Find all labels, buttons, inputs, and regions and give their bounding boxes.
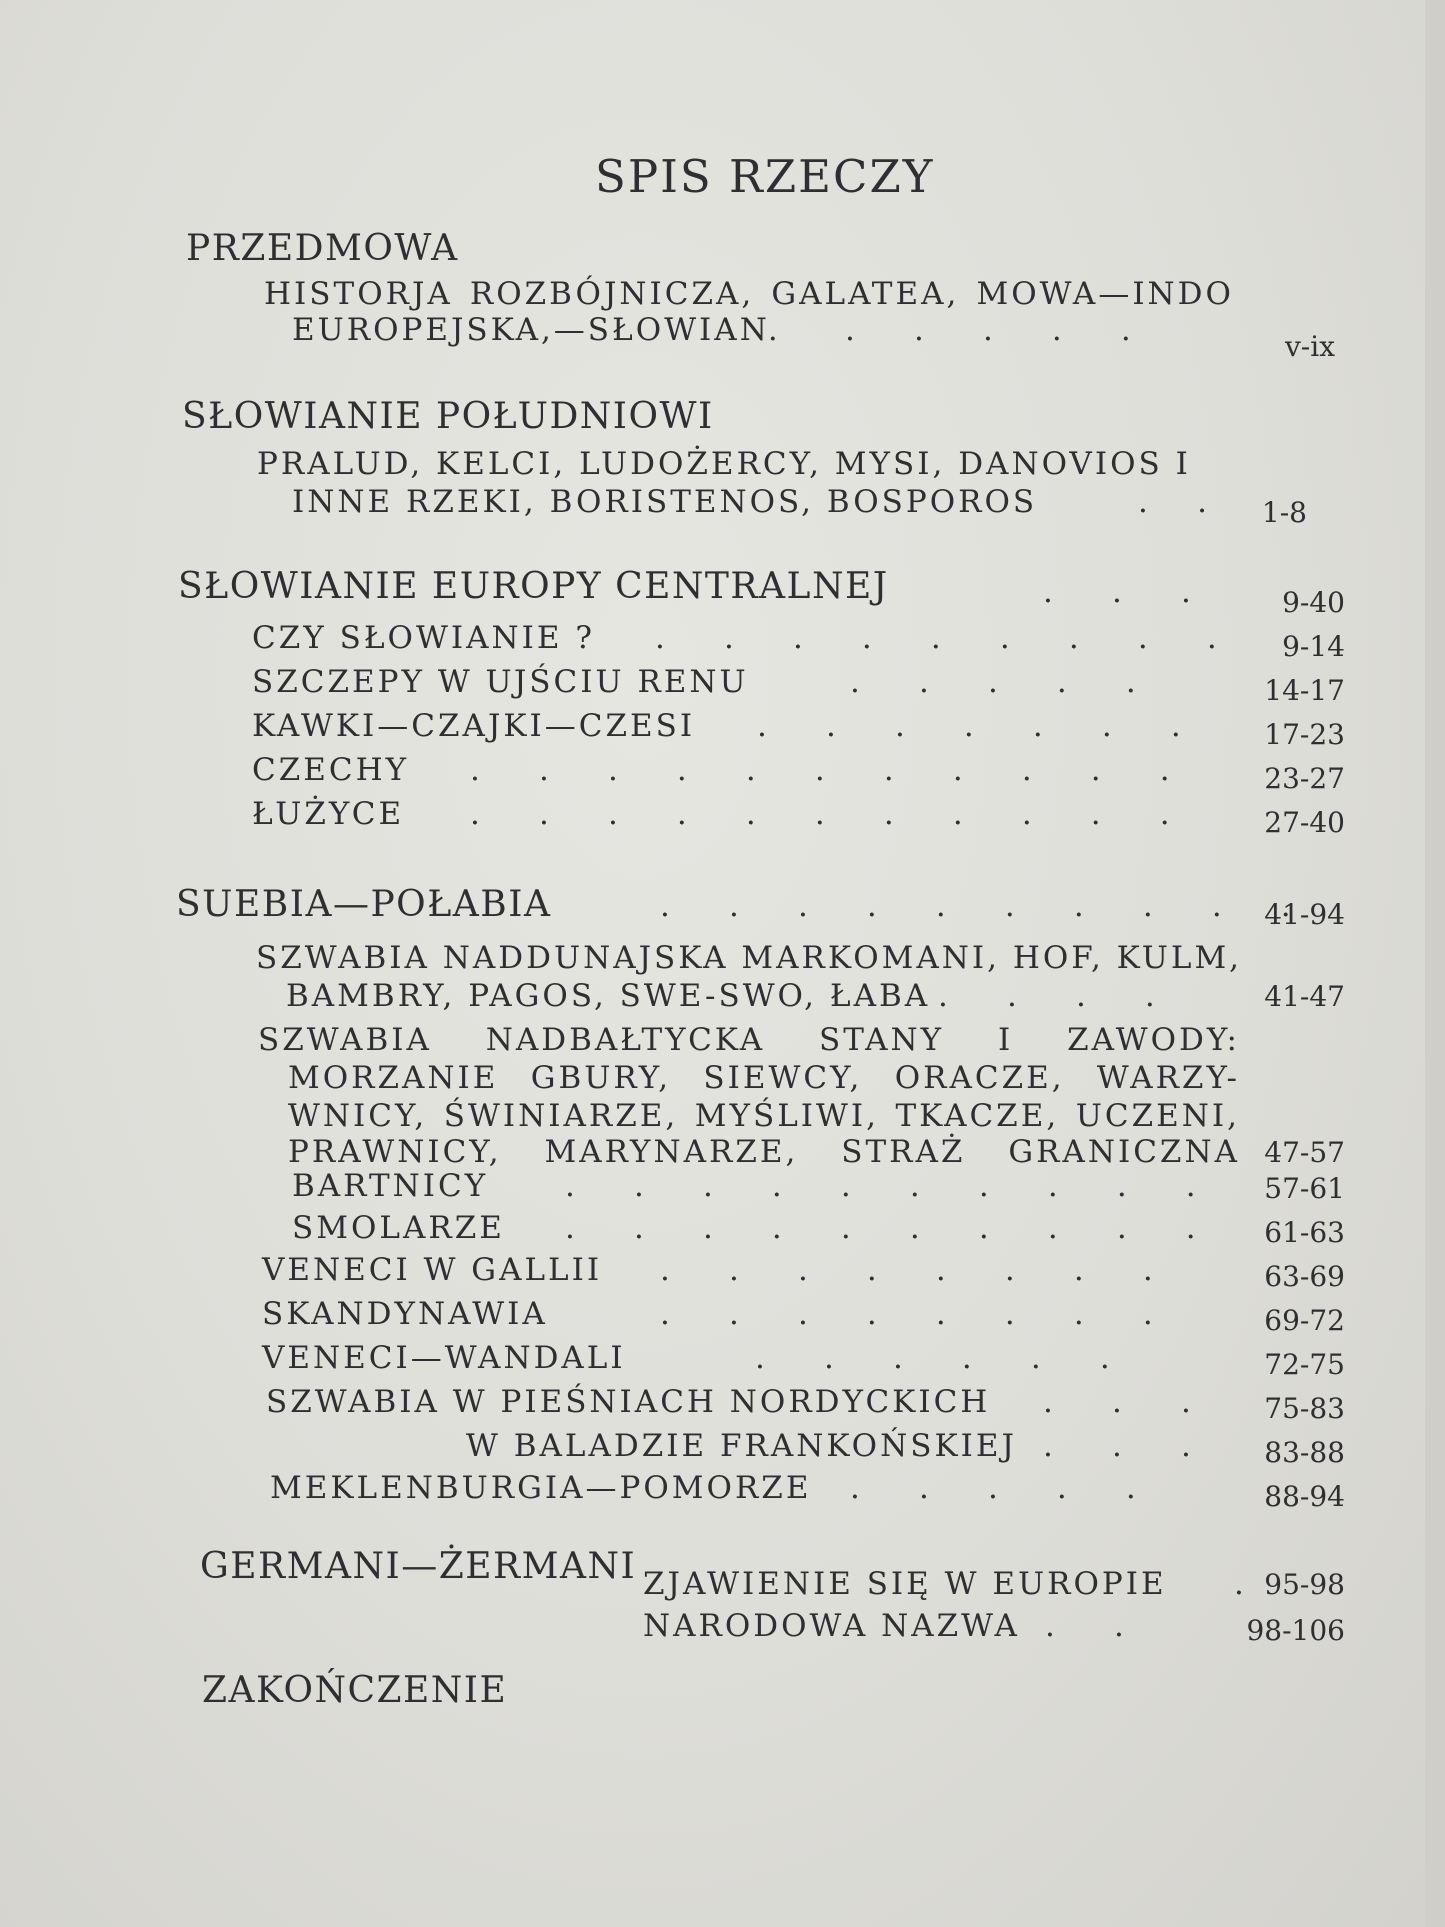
toc-text: SZWABIA [258,1022,432,1058]
toc-text: ZAWODY: [1067,1022,1240,1058]
toc-text: ORACZE, [894,1060,1065,1096]
leader-dots: . . . . . . . . . . [660,888,1291,924]
leader-dots: . . . . . [850,664,1136,700]
toc-text: MYŚLIWI, [694,1098,879,1134]
page-number: 63-69 [1264,1260,1345,1293]
page-number: 27-40 [1264,806,1345,839]
leader-dots: . . . . . . . . [660,1296,1153,1332]
toc-entry-naddunajska-line1: SZWABIA NADDUNAJSKA MARKOMANI, HOF, KULM, [256,940,1243,976]
page-number: 57-61 [1264,1172,1345,1205]
toc-entry: NARODOWA NAZWA [643,1608,1020,1644]
leader-dots: . . . . . . . . [660,1252,1153,1288]
toc-entry: KAWKI—CZAJKI—CZESI [252,708,696,744]
toc-text: GBURY, [530,1060,672,1096]
toc-entry-nadbaltycka-line2 [288,1060,1240,1096]
toc-text: SIEWCY, [703,1060,863,1096]
toc-entry: SKANDYNAWIA [262,1296,548,1332]
toc-text: PRAWNICY, [288,1134,502,1170]
toc-entry: VENECI W GALLII [262,1252,603,1288]
page-number: 47-57 [1264,1136,1345,1169]
toc-text: MORZANIE [288,1060,499,1096]
page-number: 41-94 [1264,898,1345,931]
section-heading-centralnej: SŁOWIANIE EUROPY CENTRALNEJ [178,566,889,607]
toc-text: UCZENI, [1075,1098,1240,1134]
leader-dots: . . . . . . [755,1340,1110,1376]
toc-text: TKACZE, [895,1098,1060,1134]
toc-entry: W BALADZIE FRANKOŃSKIEJ [466,1428,1017,1464]
page-number: 41-47 [1264,980,1345,1013]
leader-dots: . . . . . . . . . [655,620,1217,656]
toc-entry-przedmowa-line2: EUROPEJSKA,—SŁOWIAN. [292,312,781,348]
page-number: 61-63 [1264,1216,1345,1249]
page-number: 72-75 [1264,1348,1345,1381]
toc-text: STANY [818,1022,945,1058]
toc-text: MARYNARZE, [544,1134,799,1170]
page-number: v-ix [1284,330,1335,363]
section-heading-germani: GERMANI—ŻERMANI [200,1546,637,1587]
leader-dots: . . . . . . . . . . [565,1210,1196,1246]
page-number: 75-83 [1264,1392,1345,1425]
toc-entry-nadbaltycka-line1 [258,1022,1240,1058]
section-heading-przedmowa: PRZEDMOWA [186,228,459,269]
leader-dots: . . . . . [850,1470,1136,1506]
toc-entry-naddunajska-line2: BAMBRY, PAGOS, SWE-SWO, ŁABA [286,978,931,1014]
leader-dots: . . . [1043,1384,1191,1420]
toc-entry: BARTNICY [292,1168,489,1204]
page-number: 17-23 [1264,718,1345,751]
toc-entry: CZY SŁOWIANIE ? [252,620,595,656]
toc-text: WNICY, [288,1098,428,1134]
leader-dots: . . . . . . . . . . [565,1168,1196,1204]
page-number: 1-8 [1261,496,1307,529]
page-number: 83-88 [1264,1436,1345,1469]
page-number: 69-72 [1264,1304,1345,1337]
page-number: 9-14 [1282,630,1345,663]
leader-dots: . . . . . . . . . . . [470,752,1170,788]
leader-dots: . . . . . [845,312,1131,348]
toc-entry: SZWABIA W PIEŚNIACH NORDYCKICH [266,1384,991,1420]
leader-dots: . [1234,1566,1244,1602]
leader-dots: . . . . [938,978,1155,1014]
page-edge [1425,0,1445,1927]
toc-text: WARZY- [1096,1060,1240,1096]
toc-entry: SMOLARZE [292,1210,505,1246]
toc-text: ŚWINIARZE, [443,1098,679,1134]
toc-text: I [998,1022,1014,1058]
toc-text: MOWA—INDO [976,276,1234,312]
toc-entry: ZJAWIENIE SIĘ W EUROPIE [643,1566,1167,1602]
leader-dots: . . [1138,484,1207,520]
toc-text: STRAŻ [841,1134,966,1170]
toc-entry-poludniowi-line2: INNE RZEKI, BORISTENOS, BOSPOROS [292,484,1038,520]
leader-dots: . . . . . . . [757,708,1181,744]
leader-dots: . . . . . . . . . . . [470,796,1170,832]
toc-text: GALATEA, [771,276,960,312]
section-heading-zakonczenie: ZAKOŃCZENIE [202,1670,508,1711]
section-heading-suebia: SUEBIA—POŁABIA [176,884,552,925]
toc-text: GRANICZNA [1008,1134,1240,1170]
page-number: 14-17 [1264,674,1345,707]
page-title: SPIS RZECZY [595,150,935,203]
toc-entry-nadbaltycka-line4 [288,1134,1240,1170]
page-number: 98-106 [1246,1614,1345,1647]
page-number: 88-94 [1264,1480,1345,1513]
toc-entry-przedmowa-line1 [264,276,1234,312]
toc-entry-nadbaltycka-line3 [288,1098,1240,1134]
toc-entry: VENECI—WANDALI [262,1340,626,1376]
toc-entry: ŁUŻYCE [252,796,405,832]
toc-text: NADBAŁTYCKA [485,1022,766,1058]
toc-entry-poludniowi-line1: PRALUD, KELCI, LUDOŻERCY, MYSI, DANOVIOS I [257,446,1191,482]
leader-dots: . . . [1043,574,1191,610]
toc-text: ROZBÓJNICZA, [469,276,755,312]
page-number: 23-27 [1264,762,1345,795]
page-number: 9-40 [1282,586,1345,619]
page-number: 95-98 [1264,1568,1345,1601]
section-heading-poludniowi: SŁOWIANIE POŁUDNIOWI [182,396,714,437]
leader-dots: . . [1045,1608,1124,1644]
toc-entry: MEKLENBURGIA—POMORZE [270,1470,812,1506]
toc-text: HISTORJA [264,276,453,312]
toc-entry: CZECHY [252,752,410,788]
toc-entry: SZCZEPY W UJŚCIU RENU [252,664,749,700]
leader-dots: . . . [1043,1428,1191,1464]
